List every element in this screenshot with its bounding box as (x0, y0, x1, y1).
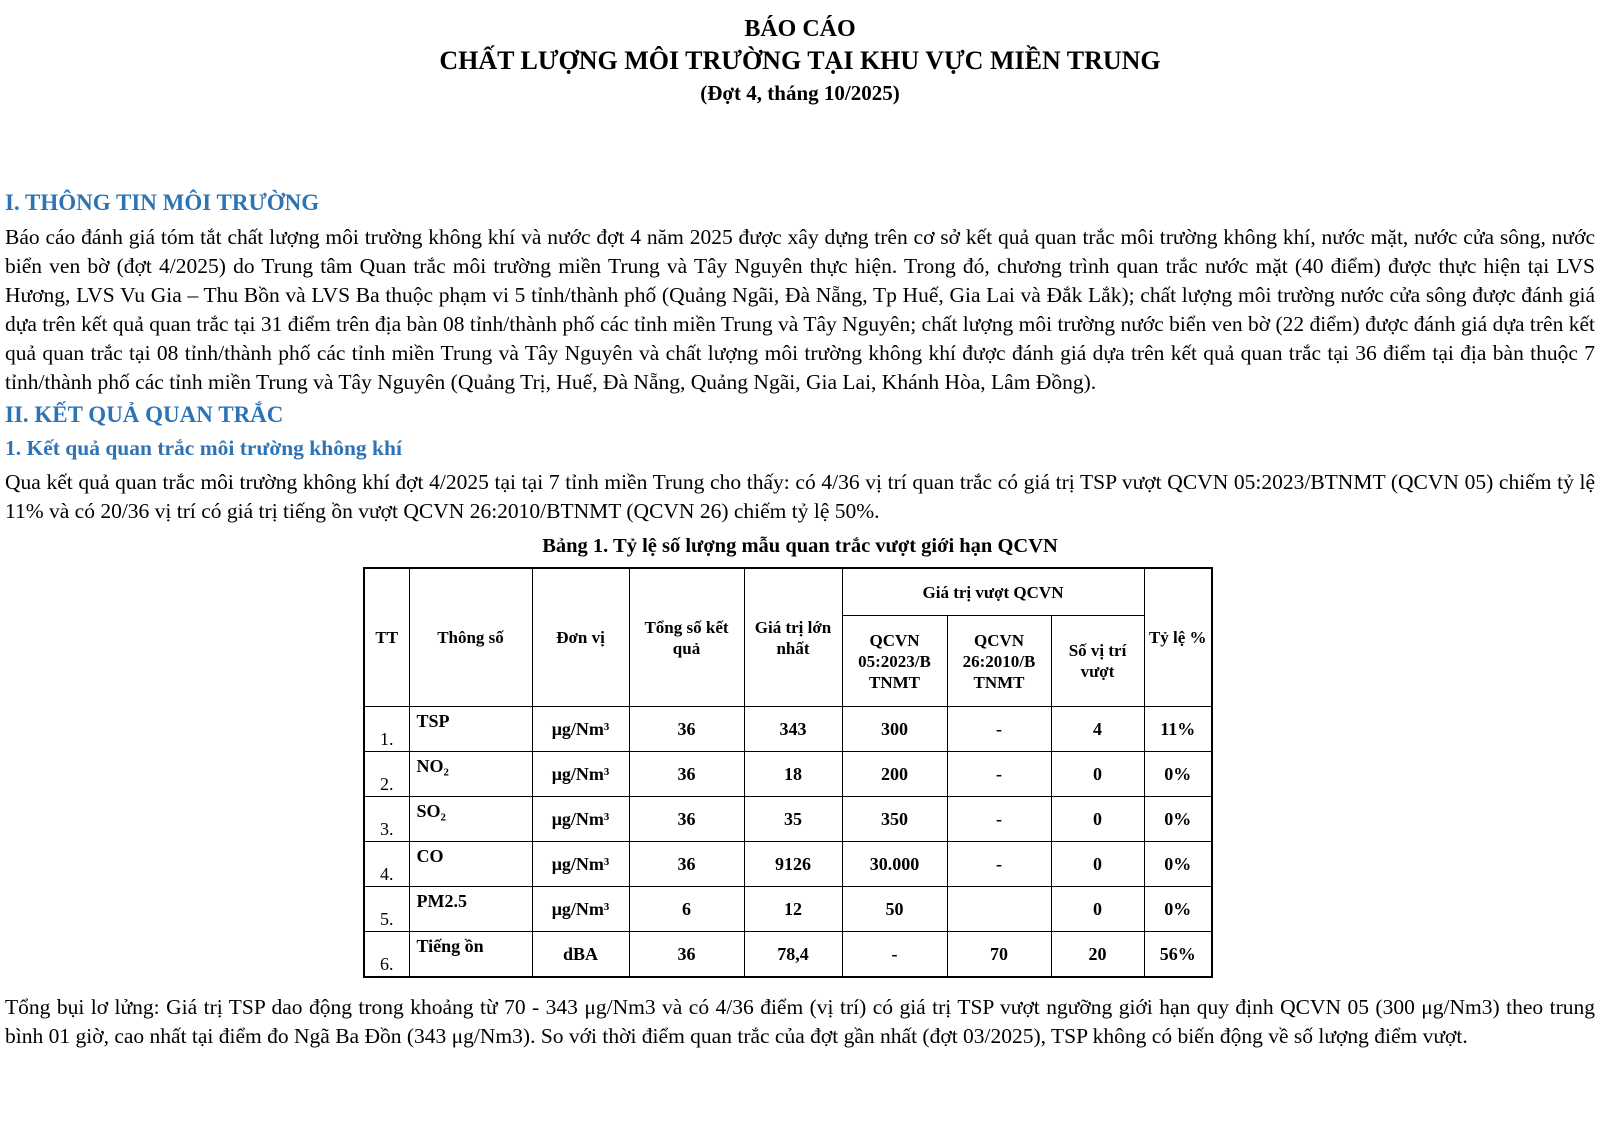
cell-exceed: 0 (1051, 842, 1144, 887)
cell-unit: μg/Nm³ (532, 707, 629, 752)
cell-qcvn26: - (947, 797, 1051, 842)
cell-exceed: 0 (1051, 797, 1144, 842)
cell-qcvn26: - (947, 842, 1051, 887)
section-2-sub1-heading: 1. Kết quả quan trắc môi trường không khí (5, 436, 402, 460)
section-2-sub1-paragraph: Qua kết quả quan trắc môi trường không khí đợt 4/2025 tại tại 7 tỉnh miền Trung cho thấy: có 4/36 vị trí quan trắc có giá trị TSP vượt QCVN 05:2023/BTNMT (QCVN 05) chiếm tỷ lệ 11% và có 20/36 vị trí có giá trị tiếng ồn vượt QCVN 26:2010/BTNMT (QCVN 26) chiếm tỷ lệ 50%. (5, 470, 1595, 523)
cell-rate: 0% (1144, 752, 1212, 797)
cell-unit: μg/Nm³ (532, 842, 629, 887)
cell-rate: 0% (1144, 797, 1212, 842)
cell-unit: μg/Nm³ (532, 797, 629, 842)
cell-tt: 5. (364, 887, 409, 932)
report-title-line2: CHẤT LƯỢNG MÔI TRƯỜNG TẠI KHU VỰC MIỀN TRUNG (439, 46, 1161, 75)
cell-parameter: SO₂ (409, 797, 532, 842)
report-title-block (0, 0, 1600, 108)
tsp-summary-paragraph: Tổng bụi lơ lửng: Giá trị TSP dao động trong khoảng từ 70 - 343 μg/Nm3 và có 4/36 điểm (vị trí) có giá trị TSP vượt ngưỡng giới hạn quy định QCVN 05 (300 μg/Nm3) theo trung bình 01 giờ, cao nhất tại điểm đo Ngã Ba Đồn (343 μg/Nm3). So với thời điểm quan trắc của đợt gần nhất (đợt 03/2025), TSP không có biến động về số lượng điểm vượt. (5, 995, 1595, 1048)
cell-rate: 56% (1144, 932, 1212, 978)
cell-parameter: CO (409, 842, 532, 887)
cell-total: 36 (629, 752, 744, 797)
cell-max: 35 (744, 797, 842, 842)
cell-exceed: 4 (1051, 707, 1144, 752)
cell-max: 12 (744, 887, 842, 932)
cell-total: 36 (629, 932, 744, 978)
cell-rate: 0% (1144, 887, 1212, 932)
column-header-qcvn05: QCVN 05:2023/B TNMT (842, 616, 947, 707)
column-header-qcvn26: QCVN 26:2010/B TNMT (947, 616, 1051, 707)
cell-parameter: NO₂ (409, 752, 532, 797)
cell-tt: 3. (364, 797, 409, 842)
cell-max: 78,4 (744, 932, 842, 978)
cell-qcvn05: 300 (842, 707, 947, 752)
cell-rate: 0% (1144, 842, 1212, 887)
cell-parameter: Tiếng ồn (409, 932, 532, 978)
cell-qcvn05: 200 (842, 752, 947, 797)
column-header-group-exceed-qcvn: Giá trị vượt QCVN (842, 568, 1144, 616)
cell-total: 36 (629, 797, 744, 842)
cell-tt: 2. (364, 752, 409, 797)
table-row (364, 932, 1212, 978)
section-1-paragraph: Báo cáo đánh giá tóm tắt chất lượng môi trường không khí và nước đợt 4 năm 2025 được xây dựng trên cơ sở kết quả quan trắc môi trường không khí, nước mặt, nước cửa sông, nước biển ven bờ (đợt 4/2025) do Trung tâm Quan trắc môi trường miền Trung và Tây Nguyên thực hiện. Trong đó, chương trình quan trắc nước mặt (40 điểm) được thực hiện tại LVS Hương, LVS Vu Gia – Thu Bồn và LVS Ba thuộc phạm vi 5 tỉnh/thành phố (Quảng Ngãi, Đà Nẵng, Tp Huế, Gia Lai và Đắk Lắk); chất lượng môi trường nước cửa sông được đánh giá dựa trên kết quả quan trắc tại 31 điểm trên địa bàn 08 tỉnh/thành phố các tỉnh miền Trung và Tây Nguyên; chất lượng môi trường nước biển ven bờ (22 điểm) được đánh giá dựa trên kết quả quan trắc tại 08 tỉnh/thành phố các tỉnh miền Trung và Tây Nguyên và chất lượng môi trường không khí được đánh giá dựa trên kết quả quan trắc tại 36 điểm tại địa bàn thuộc 7 tỉnh/thành phố các tỉnh miền Trung và Tây Nguyên (Quảng Trị, Huế, Đà Nẵng, Quảng Ngãi, Gia Lai, Khánh Hòa, Lâm Đồng). (5, 225, 1595, 394)
column-header-tt: TT (364, 568, 409, 707)
cell-max: 18 (744, 752, 842, 797)
cell-qcvn26: - (947, 752, 1051, 797)
cell-rate: 11% (1144, 707, 1212, 752)
section-2-heading: II. KẾT QUẢ QUAN TRẮC (5, 402, 284, 427)
cell-max: 343 (744, 707, 842, 752)
column-header-exceed-count: Số vị trí vượt (1051, 616, 1144, 707)
document-body (0, 189, 1600, 1051)
qcvn-exceedance-table (363, 567, 1213, 978)
cell-exceed: 0 (1051, 752, 1144, 797)
cell-qcvn05: - (842, 932, 947, 978)
cell-tt: 1. (364, 707, 409, 752)
cell-qcvn05: 50 (842, 887, 947, 932)
cell-unit: dBA (532, 932, 629, 978)
cell-unit: μg/Nm³ (532, 887, 629, 932)
table-row (364, 707, 1212, 752)
cell-tt: 4. (364, 842, 409, 887)
cell-total: 36 (629, 707, 744, 752)
cell-qcvn26: 70 (947, 932, 1051, 978)
table-row (364, 797, 1212, 842)
report-title-line3: (Đợt 4, tháng 10/2025) (700, 81, 900, 105)
cell-qcvn26 (947, 887, 1051, 932)
column-header-rate: Tỷ lệ % (1144, 568, 1212, 707)
report-title-line1: BÁO CÁO (744, 16, 856, 42)
table-row (364, 842, 1212, 887)
cell-qcvn26: - (947, 707, 1051, 752)
column-header-unit: Đơn vị (532, 568, 629, 707)
cell-exceed: 0 (1051, 887, 1144, 932)
cell-tt: 6. (364, 932, 409, 978)
column-header-total-results: Tổng số kết quả (629, 568, 744, 707)
cell-qcvn05: 30.000 (842, 842, 947, 887)
cell-qcvn05: 350 (842, 797, 947, 842)
column-header-parameter: Thông số (409, 568, 532, 707)
cell-total: 6 (629, 887, 744, 932)
table-1-caption: Bảng 1. Tỷ lệ số lượng mẫu quan trắc vượt giới hạn QCVN (542, 535, 1058, 557)
table-row (364, 887, 1212, 932)
cell-max: 9126 (744, 842, 842, 887)
cell-parameter: TSP (409, 707, 532, 752)
cell-unit: μg/Nm³ (532, 752, 629, 797)
section-1-heading: I. THÔNG TIN MÔI TRƯỜNG (5, 190, 320, 215)
cell-total: 36 (629, 842, 744, 887)
column-header-max-value: Giá trị lớn nhất (744, 568, 842, 707)
table-row (364, 752, 1212, 797)
cell-exceed: 20 (1051, 932, 1144, 978)
cell-parameter: PM2.5 (409, 887, 532, 932)
